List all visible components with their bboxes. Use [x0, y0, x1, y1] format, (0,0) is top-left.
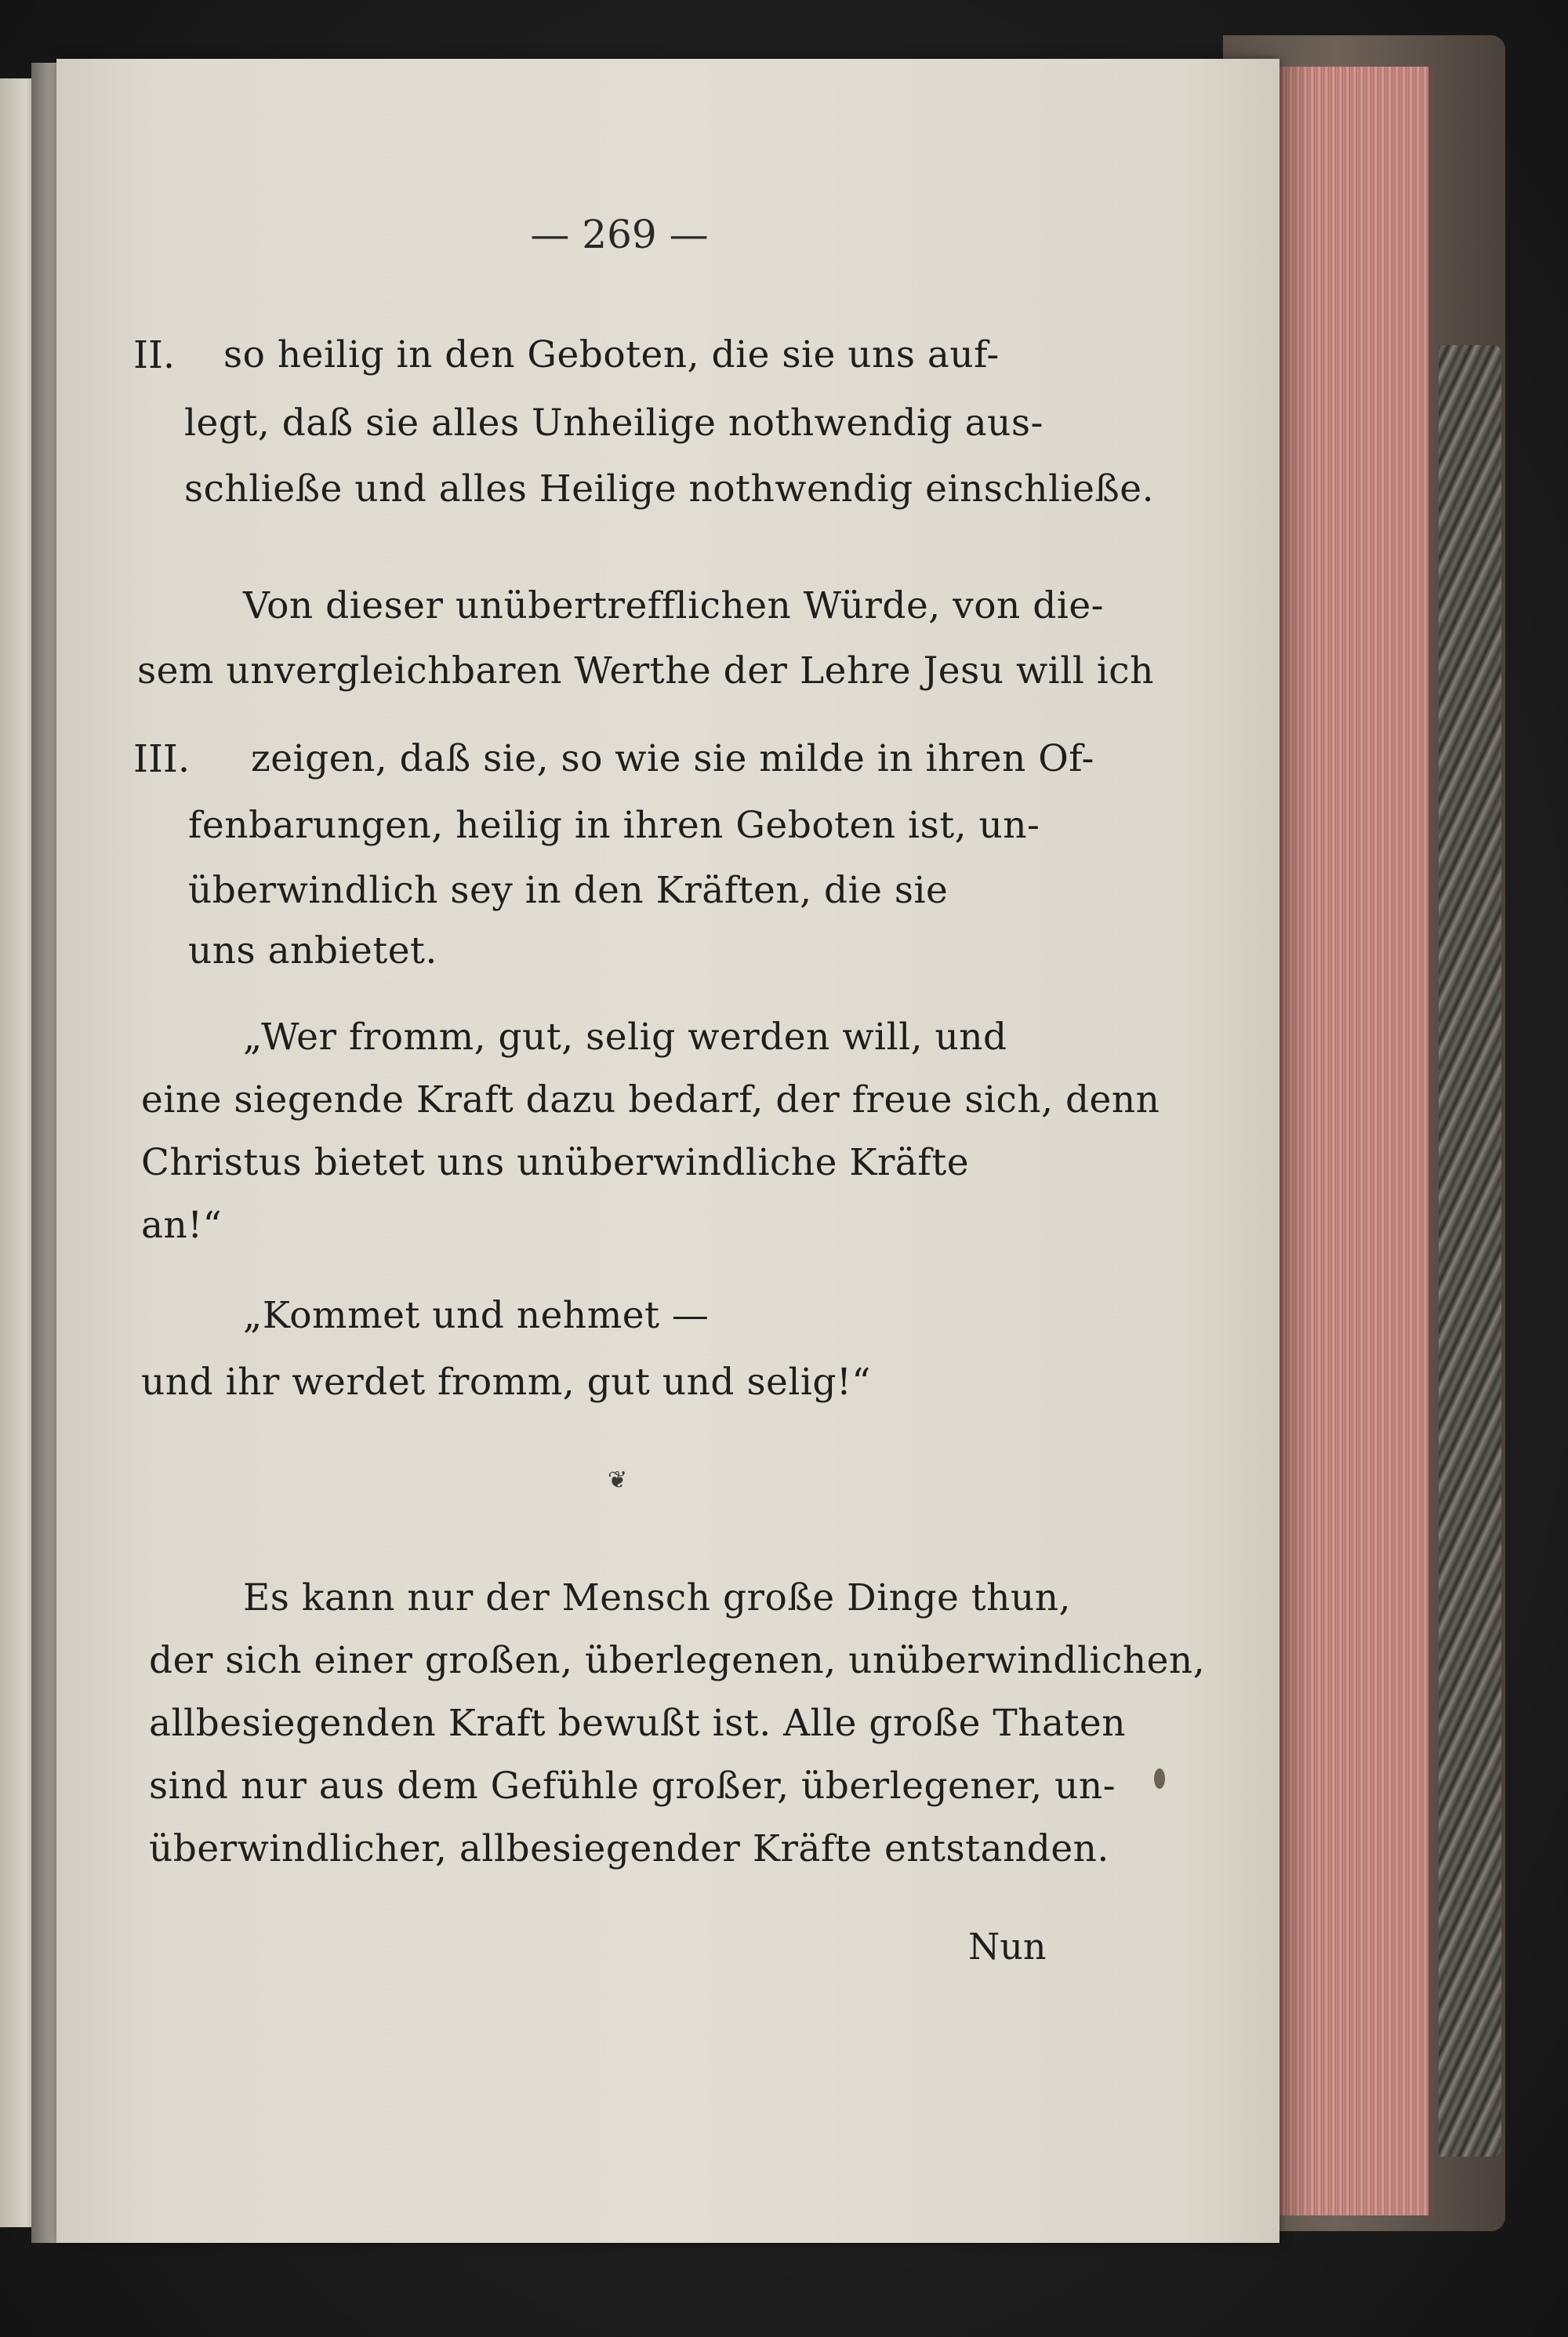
- final-line-3: allbesiegenden Kraft bewußt ist. Alle große Thaten: [149, 1702, 1126, 1745]
- section-III-line-4: uns anbietet.: [188, 929, 437, 972]
- quote1-line-4: an!“: [141, 1204, 223, 1247]
- catchword: Nun: [968, 1925, 1047, 1968]
- final-line-5: überwindlicher, allbesiegender Kräfte entstanden.: [149, 1827, 1109, 1870]
- quote1-line-1: „Wer fromm, gut, selig werden will, und: [243, 1016, 1007, 1059]
- final-line-1: Es kann nur der Mensch große Dinge thun,: [243, 1576, 1071, 1619]
- section-II-line-2: legt, daß sie alles Unheilige nothwendig aus-: [184, 402, 1044, 445]
- final-line-4: sind nur aus dem Gefühle großer, überlegener, un-: [149, 1765, 1116, 1808]
- section-III-line-1: zeigen, daß sie, so wie sie milde in ihren Of-: [251, 737, 1094, 780]
- section-II-line-3: schließe und alles Heilige nothwendig einschließe.: [184, 467, 1155, 511]
- page-number: — 269 —: [530, 212, 709, 257]
- quote2-line-2: und ihr werdet fromm, gut und selig!“: [141, 1361, 871, 1404]
- section-III-line-2: fenbarungen, heilig in ihren Geboten ist, un-: [188, 804, 1040, 847]
- section-divider-ornament: ❦: [608, 1467, 628, 1494]
- quote1-line-3: Christus bietet uns unüberwindliche Kräfte: [141, 1141, 970, 1184]
- ink-smudge: [1154, 1768, 1165, 1789]
- marbled-cover-edge: [1439, 345, 1501, 2157]
- quote2-line-1: „Kommet und nehmet —: [243, 1294, 710, 1337]
- final-line-2: der sich einer großen, überlegenen, unüberwindlichen,: [149, 1639, 1206, 1682]
- section-III-line-3: überwindlich sey in den Kräften, die sie: [188, 869, 949, 912]
- section-II-line-1: so heilig in den Geboten, die sie uns auf-: [223, 333, 1000, 376]
- quote1-line-2: eine siegende Kraft dazu bedarf, der freue sich, denn: [141, 1078, 1160, 1121]
- section-marker-II: II.: [133, 333, 176, 377]
- intro-line-1: Von dieser unübertrefflichen Würde, von die-: [243, 584, 1105, 627]
- intro-line-2: sem unvergleichbaren Werthe der Lehre Jesu will ich: [137, 649, 1154, 692]
- section-marker-III: III.: [133, 737, 191, 781]
- page-edges-shadow: [1279, 67, 1311, 2215]
